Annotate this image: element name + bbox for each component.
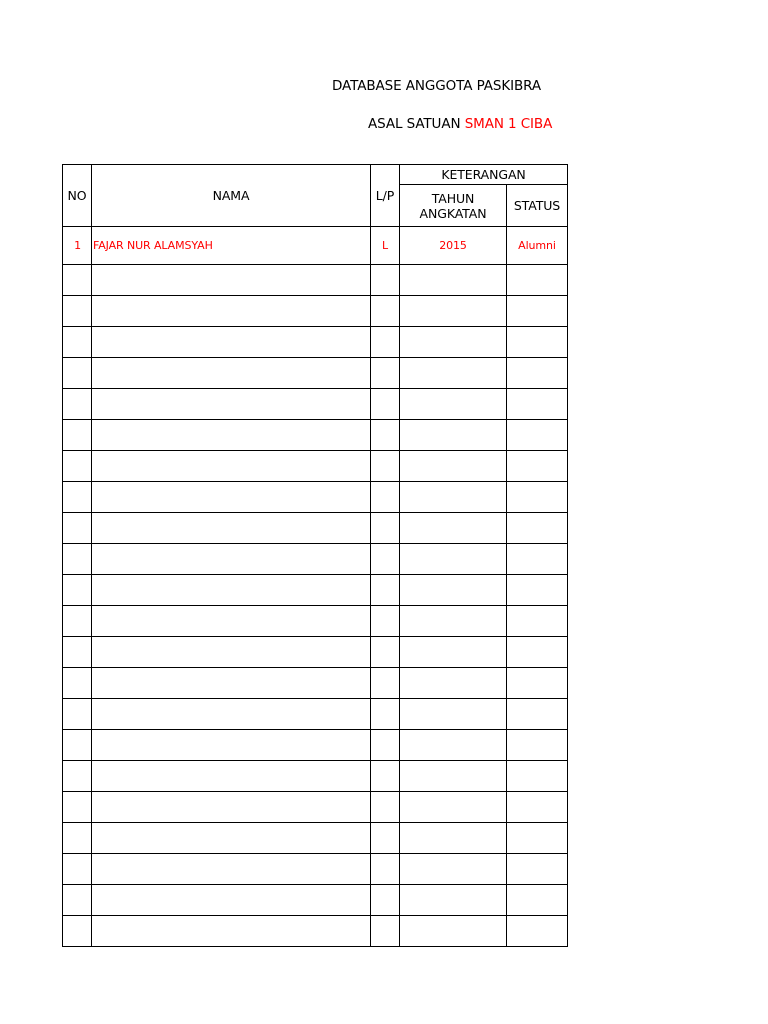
cell-no[interactable]: [63, 854, 92, 885]
cell-tahun-angkatan[interactable]: [400, 637, 507, 668]
cell-status[interactable]: [507, 575, 568, 606]
cell-status[interactable]: [507, 606, 568, 637]
cell-status[interactable]: [507, 296, 568, 327]
cell-tahun-angkatan[interactable]: [400, 823, 507, 854]
cell-tahun-angkatan[interactable]: [400, 575, 507, 606]
cell-tahun-angkatan[interactable]: [400, 916, 507, 947]
table-row: [63, 389, 568, 420]
cell-status[interactable]: Alumni: [507, 227, 568, 265]
cell-lp[interactable]: [371, 358, 400, 389]
cell-no[interactable]: [63, 451, 92, 482]
cell-no[interactable]: [63, 296, 92, 327]
header-nama: NAMA: [92, 165, 371, 227]
unit-value: SMAN 1 CIBA: [464, 116, 553, 132]
table-row: [63, 358, 568, 389]
cell-lp[interactable]: [371, 854, 400, 885]
cell-status[interactable]: [507, 513, 568, 544]
cell-nama[interactable]: [92, 451, 371, 482]
header-tahun-angkatan: [400, 185, 507, 227]
cell-tahun-angkatan[interactable]: [400, 265, 507, 296]
header-lp: L/P: [371, 165, 400, 227]
cell-tahun-angkatan[interactable]: [400, 389, 507, 420]
cell-no[interactable]: [63, 358, 92, 389]
cell-no[interactable]: [63, 761, 92, 792]
table-row: [63, 916, 568, 947]
document-title: DATABASE ANGGOTA PASKIBRA: [332, 78, 542, 94]
cell-lp[interactable]: [371, 513, 400, 544]
cell-no[interactable]: [63, 327, 92, 358]
cell-no[interactable]: [63, 885, 92, 916]
header-tahun-line1: TAHUN: [431, 190, 475, 206]
cell-nama[interactable]: [92, 916, 371, 947]
cell-tahun-angkatan[interactable]: [400, 544, 507, 575]
cell-nama[interactable]: [92, 296, 371, 327]
table-row: [63, 265, 568, 296]
cell-lp[interactable]: [371, 668, 400, 699]
header-keterangan: KETERANGAN: [400, 165, 568, 185]
cell-lp[interactable]: [371, 327, 400, 358]
cell-lp[interactable]: L: [371, 227, 400, 265]
cell-lp[interactable]: [371, 420, 400, 451]
cell-nama[interactable]: [92, 544, 371, 575]
table-row: [63, 823, 568, 854]
cell-status[interactable]: [507, 916, 568, 947]
cell-tahun-angkatan[interactable]: 2015: [400, 227, 507, 265]
table-row: [63, 792, 568, 823]
cell-nama[interactable]: [92, 358, 371, 389]
cell-lp[interactable]: [371, 885, 400, 916]
cell-nama[interactable]: [92, 389, 371, 420]
cell-nama[interactable]: [92, 699, 371, 730]
cell-lp[interactable]: [371, 296, 400, 327]
table-row: [63, 730, 568, 761]
member-table: [62, 164, 568, 947]
table-row: [63, 854, 568, 885]
cell-nama[interactable]: [92, 730, 371, 761]
cell-status[interactable]: [507, 792, 568, 823]
cell-no[interactable]: [63, 420, 92, 451]
cell-lp[interactable]: [371, 916, 400, 947]
cell-no[interactable]: [63, 606, 92, 637]
header-no: NO: [63, 165, 92, 227]
cell-lp[interactable]: [371, 637, 400, 668]
cell-status[interactable]: [507, 637, 568, 668]
cell-status[interactable]: [507, 451, 568, 482]
cell-nama[interactable]: [92, 637, 371, 668]
cell-tahun-angkatan[interactable]: [400, 730, 507, 761]
table-row: [63, 575, 568, 606]
cell-lp[interactable]: [371, 544, 400, 575]
table-row: [63, 637, 568, 668]
cell-status[interactable]: [507, 761, 568, 792]
cell-tahun-angkatan[interactable]: [400, 668, 507, 699]
table-row: [63, 761, 568, 792]
cell-lp[interactable]: [371, 451, 400, 482]
cell-tahun-angkatan[interactable]: [400, 420, 507, 451]
cell-lp[interactable]: [371, 699, 400, 730]
cell-no[interactable]: [63, 668, 92, 699]
cell-lp[interactable]: [371, 792, 400, 823]
cell-nama[interactable]: [92, 327, 371, 358]
cell-lp[interactable]: [371, 606, 400, 637]
header-status: STATUS: [507, 185, 568, 227]
cell-nama[interactable]: [92, 482, 371, 513]
cell-tahun-angkatan[interactable]: [400, 792, 507, 823]
cell-nama[interactable]: [92, 668, 371, 699]
cell-nama[interactable]: [92, 420, 371, 451]
cell-no[interactable]: [63, 916, 92, 947]
cell-tahun-angkatan[interactable]: [400, 513, 507, 544]
cell-tahun-angkatan[interactable]: [400, 296, 507, 327]
table-row: [63, 513, 568, 544]
cell-nama[interactable]: [92, 513, 371, 544]
cell-no[interactable]: [63, 513, 92, 544]
cell-status[interactable]: [507, 544, 568, 575]
cell-tahun-angkatan[interactable]: [400, 451, 507, 482]
table-row: [63, 327, 568, 358]
cell-lp[interactable]: [371, 265, 400, 296]
cell-tahun-angkatan[interactable]: [400, 761, 507, 792]
cell-no[interactable]: [63, 482, 92, 513]
cell-status[interactable]: [507, 327, 568, 358]
table-row: [63, 885, 568, 916]
cell-status[interactable]: [507, 389, 568, 420]
table-header: [63, 165, 568, 227]
unit-line: [368, 116, 566, 138]
cell-nama[interactable]: [92, 823, 371, 854]
cell-no[interactable]: [63, 823, 92, 854]
cell-nama[interactable]: [92, 792, 371, 823]
cell-tahun-angkatan[interactable]: [400, 885, 507, 916]
cell-lp[interactable]: [371, 730, 400, 761]
cell-tahun-angkatan[interactable]: [400, 327, 507, 358]
cell-no[interactable]: [63, 544, 92, 575]
cell-status[interactable]: [507, 854, 568, 885]
cell-status[interactable]: [507, 265, 568, 296]
cell-lp[interactable]: [371, 482, 400, 513]
cell-status[interactable]: [507, 823, 568, 854]
cell-status[interactable]: [507, 730, 568, 761]
cell-no[interactable]: [63, 792, 92, 823]
cell-status[interactable]: [507, 699, 568, 730]
cell-status[interactable]: [507, 358, 568, 389]
cell-lp[interactable]: [371, 575, 400, 606]
cell-status[interactable]: [507, 668, 568, 699]
cell-nama[interactable]: [92, 854, 371, 885]
cell-no[interactable]: [63, 637, 92, 668]
cell-no[interactable]: [63, 699, 92, 730]
cell-nama[interactable]: [92, 885, 371, 916]
cell-lp[interactable]: [371, 761, 400, 792]
table-row: [63, 227, 568, 265]
cell-no[interactable]: 1: [63, 227, 92, 265]
table-row: [63, 544, 568, 575]
cell-tahun-angkatan[interactable]: [400, 699, 507, 730]
cell-status[interactable]: [507, 885, 568, 916]
cell-nama[interactable]: [92, 575, 371, 606]
cell-nama[interactable]: FAJAR NUR ALAMSYAH: [92, 227, 371, 265]
cell-no[interactable]: [63, 575, 92, 606]
table-row: [63, 606, 568, 637]
cell-lp[interactable]: [371, 823, 400, 854]
table-body: [63, 227, 568, 947]
cell-tahun-angkatan[interactable]: [400, 606, 507, 637]
cell-nama[interactable]: [92, 265, 371, 296]
cell-no[interactable]: [63, 730, 92, 761]
cell-no[interactable]: [63, 265, 92, 296]
cell-tahun-angkatan[interactable]: [400, 854, 507, 885]
cell-status[interactable]: [507, 482, 568, 513]
header-tahun-line2: ANGKATAN: [419, 205, 487, 221]
cell-nama[interactable]: [92, 761, 371, 792]
cell-no[interactable]: [63, 389, 92, 420]
cell-status[interactable]: [507, 420, 568, 451]
cell-tahun-angkatan[interactable]: [400, 482, 507, 513]
table-row: [63, 296, 568, 327]
table-row: [63, 420, 568, 451]
unit-label: ASAL SATUAN: [368, 116, 461, 132]
cell-lp[interactable]: [371, 389, 400, 420]
table-row: [63, 482, 568, 513]
table-row: [63, 451, 568, 482]
table-row: [63, 699, 568, 730]
cell-tahun-angkatan[interactable]: [400, 358, 507, 389]
cell-nama[interactable]: [92, 606, 371, 637]
table-row: [63, 668, 568, 699]
